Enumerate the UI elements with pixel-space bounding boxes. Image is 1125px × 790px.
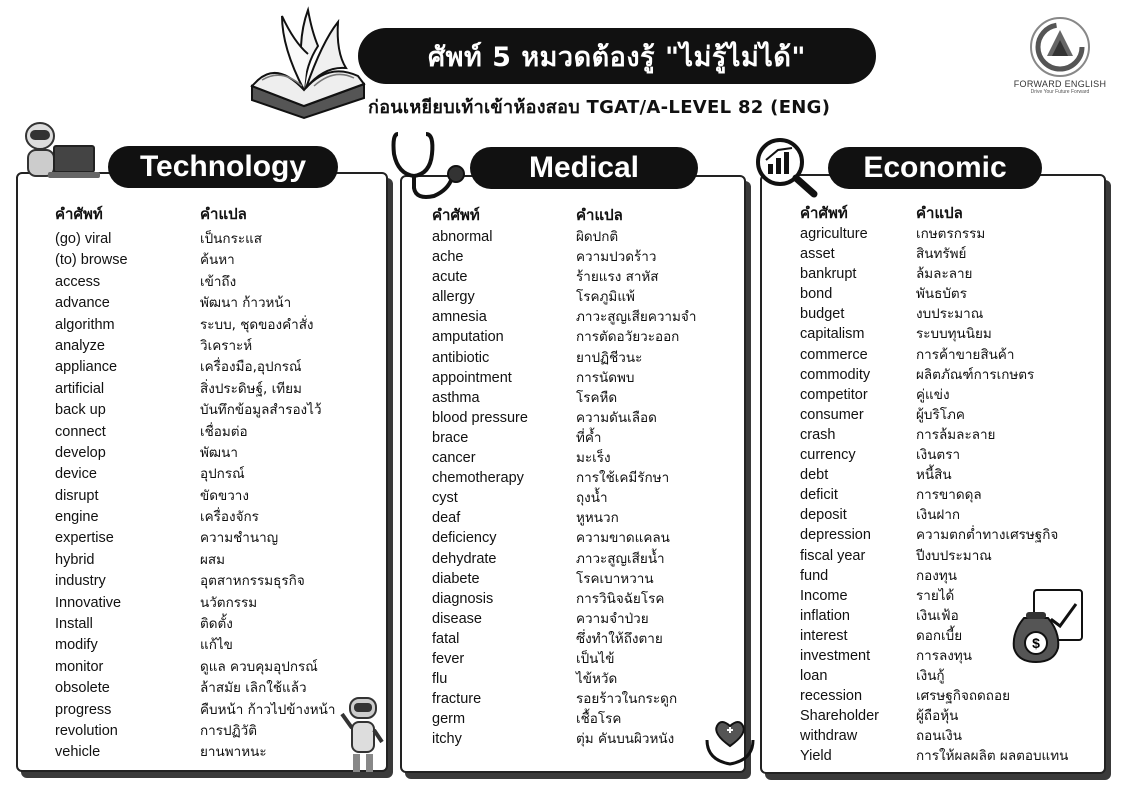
vocab-meaning: ความขาดแคลน bbox=[576, 530, 670, 547]
vocab-word: analyze bbox=[55, 337, 105, 354]
vocab-meaning: ถุงน้ำ bbox=[576, 490, 608, 507]
vocab-meaning: ผู้ถือหุ้น bbox=[916, 708, 959, 725]
vocab-word: Shareholder bbox=[800, 708, 879, 725]
vocab-meaning: ตุ่ม คันบนผิวหนัง bbox=[576, 731, 675, 748]
vocab-word: (to) browse bbox=[55, 252, 128, 269]
vocab-word: debt bbox=[800, 467, 829, 484]
vocab-word: acute bbox=[432, 269, 468, 286]
vocab-meaning: ผสม bbox=[200, 551, 226, 568]
vocab-word: Yield bbox=[800, 748, 832, 765]
vocab-meaning: ล้มละลาย bbox=[916, 266, 973, 283]
medical-word-header: คำศัพท์ bbox=[432, 206, 480, 224]
vocab-word: engine bbox=[55, 509, 99, 526]
vocab-meaning: การค้าขายสินค้า bbox=[916, 346, 1015, 363]
heart-hands-icon bbox=[703, 716, 757, 768]
svg-text:$: $ bbox=[1032, 635, 1040, 651]
vocab-meaning: นวัตกรรม bbox=[200, 594, 258, 611]
vocab-meaning: รายได้ bbox=[916, 587, 955, 604]
vocab-meaning: การขาดดุล bbox=[916, 487, 982, 504]
vocab-meaning: เงินฝาก bbox=[916, 507, 961, 524]
vocab-word: inflation bbox=[800, 607, 850, 624]
medical-meaning-header: คำแปล bbox=[576, 206, 623, 224]
vocab-meaning: พัฒนา bbox=[200, 444, 238, 461]
economic-heading: Economic bbox=[828, 147, 1042, 189]
vocab-meaning: การใช้เคมีรักษา bbox=[576, 470, 670, 487]
vocab-word: disrupt bbox=[55, 487, 99, 504]
vocab-meaning: ผิดปกติ bbox=[576, 229, 619, 245]
stethoscope-icon bbox=[388, 130, 468, 202]
vocab-word: agriculture bbox=[800, 226, 868, 242]
vocab-word: crash bbox=[800, 426, 836, 443]
vocab-word: deposit bbox=[800, 507, 847, 524]
vocab-meaning: เงินตรา bbox=[916, 447, 961, 464]
vocab-meaning: ถอนเงิน bbox=[916, 728, 962, 745]
vocab-meaning: การให้ผลผลิต ผลตอบแทน bbox=[916, 748, 1069, 765]
vocab-word: industry bbox=[55, 573, 106, 590]
vocab-word: (go) viral bbox=[55, 231, 112, 247]
vocab-meaning: การล้มละลาย bbox=[916, 426, 996, 443]
vocab-meaning: กองทุน bbox=[916, 567, 958, 584]
vocab-word: revolution bbox=[55, 722, 118, 739]
vocab-word: device bbox=[55, 466, 97, 483]
vocab-meaning: ผลิตภัณฑ์การเกษตร bbox=[916, 366, 1035, 383]
technology-word-header: คำศัพท์ bbox=[55, 205, 103, 223]
vocab-meaning: ไข้หวัด bbox=[576, 671, 618, 688]
vocab-word: cancer bbox=[432, 450, 476, 467]
vocab-meaning: ภาวะสูญเสียน้ำ bbox=[576, 550, 665, 567]
vocab-meaning: ร้ายแรง สาหัส bbox=[576, 269, 659, 286]
vocab-word: interest bbox=[800, 627, 848, 644]
vocab-meaning: ความชำนาญ bbox=[200, 530, 279, 547]
vocab-meaning: โรคภูมิแพ้ bbox=[576, 289, 635, 306]
vocab-word: diabete bbox=[432, 570, 480, 587]
vocab-meaning: ที่ค้ำ bbox=[576, 429, 602, 446]
vocab-word: fatal bbox=[432, 630, 460, 647]
vocab-word: Income bbox=[800, 587, 848, 604]
vocab-meaning: สิ่งประดิษฐ์, เทียม bbox=[200, 380, 302, 397]
vocab-word: appointment bbox=[432, 369, 512, 386]
vocab-meaning: เครื่องจักร bbox=[200, 509, 259, 526]
vocab-word: appliance bbox=[55, 359, 118, 376]
vocab-meaning: งบประมาณ bbox=[916, 306, 984, 323]
vocab-meaning: เชื่อมต่อ bbox=[200, 423, 248, 440]
vocab-word: antibiotic bbox=[432, 349, 490, 366]
vocab-word: cyst bbox=[432, 490, 458, 507]
vocab-meaning: ยาปฏิชีวนะ bbox=[576, 349, 643, 366]
vocab-meaning: ความตกต่ำทางเศรษฐกิจ bbox=[916, 527, 1059, 544]
vocab-meaning: ผู้บริโภค bbox=[916, 406, 965, 423]
vocab-word: chemotherapy bbox=[432, 470, 524, 487]
vocab-word: develop bbox=[55, 444, 106, 461]
vocab-meaning: อุปกรณ์ bbox=[200, 466, 245, 483]
vocab-meaning: เป็นไข้ bbox=[576, 650, 615, 667]
vocab-word: obsolete bbox=[55, 680, 110, 697]
vocab-meaning: คู่แข่ง bbox=[916, 386, 950, 403]
vocab-word: modify bbox=[55, 637, 98, 654]
vocab-meaning: หนี้สิน bbox=[916, 467, 952, 484]
vocab-word: budget bbox=[800, 306, 845, 323]
vocab-word: commerce bbox=[800, 346, 868, 363]
vocab-meaning: ดอกเบี้ย bbox=[916, 627, 963, 644]
vocab-word: depression bbox=[800, 527, 871, 544]
vocab-word: consumer bbox=[800, 406, 864, 423]
vocab-word: algorithm bbox=[55, 316, 115, 333]
vocab-meaning: มะเร็ง bbox=[576, 450, 611, 467]
vocab-word: amputation bbox=[432, 329, 504, 346]
vocab-word: amnesia bbox=[432, 309, 487, 326]
robot-laptop-icon bbox=[10, 116, 102, 186]
vocab-meaning: ภาวะสูญเสียความจำ bbox=[576, 309, 697, 326]
vocab-word: hybrid bbox=[55, 551, 95, 568]
vocab-word: expertise bbox=[55, 530, 114, 547]
vocab-word: asthma bbox=[432, 389, 480, 406]
vocab-meaning: เงินเฟ้อ bbox=[916, 607, 959, 624]
vocab-meaning: คืบหน้า ก้าวไปข้างหน้า bbox=[200, 701, 336, 718]
vocab-word: allergy bbox=[432, 289, 475, 306]
robot-waving-icon bbox=[340, 692, 386, 778]
vocab-word: progress bbox=[55, 701, 112, 718]
vocab-word: advance bbox=[55, 295, 110, 312]
vocab-meaning: แก้ไข bbox=[200, 637, 233, 654]
vocab-word: abnormal bbox=[432, 229, 493, 245]
vocab-word: fiscal year bbox=[800, 547, 866, 564]
technology-meaning-header: คำแปล bbox=[200, 205, 247, 223]
vocab-word: fever bbox=[432, 650, 465, 667]
vocab-meaning: ค้นหา bbox=[200, 252, 235, 269]
logo-tagline: Drive Your Future Forward bbox=[1030, 89, 1090, 95]
economic-meaning-header: คำแปล bbox=[916, 204, 963, 222]
vocab-word: bankrupt bbox=[800, 266, 857, 283]
vocab-word: fund bbox=[800, 567, 829, 584]
vocab-meaning: การนัดพบ bbox=[576, 369, 635, 386]
vocab-meaning: การตัดอวัยวะออก bbox=[576, 329, 680, 346]
page-subtitle: ก่อนเหยียบเท้าเข้าห้องสอบ TGAT/A-LEVEL 82 (ENG) bbox=[368, 97, 831, 118]
vocab-meaning: โรคหืด bbox=[576, 389, 618, 406]
vocab-word: back up bbox=[55, 402, 106, 419]
vocab-word: access bbox=[55, 273, 101, 290]
vocab-meaning: ปีงบประมาณ bbox=[916, 547, 992, 564]
vocab-word: Install bbox=[55, 616, 93, 633]
vocab-meaning: ล้าสมัย เลิกใช้แล้ว bbox=[200, 680, 307, 697]
vocab-word: deaf bbox=[432, 510, 461, 527]
vocab-meaning: ยานพาหนะ bbox=[200, 744, 267, 761]
vocab-word: deficit bbox=[800, 487, 838, 504]
vocab-meaning: ความจำป่วย bbox=[576, 610, 649, 627]
vocab-meaning: การลงทุน bbox=[916, 647, 972, 664]
vocab-word: germ bbox=[432, 711, 466, 728]
vocab-word: flu bbox=[432, 671, 448, 688]
vocab-word: blood pressure bbox=[432, 409, 528, 426]
magnifier-chart-icon bbox=[752, 134, 822, 200]
vocab-word: ache bbox=[432, 249, 464, 266]
vocab-word: deficiency bbox=[432, 530, 497, 547]
vocab-word: monitor bbox=[55, 658, 104, 675]
vocab-meaning: ขัดขวาง bbox=[200, 487, 249, 504]
brand-logo bbox=[1005, 16, 1115, 100]
vocab-meaning: วิเคราะห์ bbox=[200, 337, 253, 354]
vocab-word: brace bbox=[432, 429, 469, 446]
vocab-meaning: หูหนวก bbox=[576, 510, 619, 527]
vocab-word: withdraw bbox=[800, 728, 858, 745]
vocab-word: artificial bbox=[55, 380, 105, 397]
vocab-meaning: เศรษฐกิจถดถอย bbox=[916, 688, 1010, 705]
vocab-meaning: ซึ่งทำให้ถึงตาย bbox=[576, 630, 663, 647]
vocab-meaning: ความดันเลือด bbox=[576, 409, 657, 426]
vocab-meaning: โรคเบาหวาน bbox=[576, 570, 654, 587]
vocab-meaning: ความปวดร้าว bbox=[576, 249, 657, 266]
vocab-word: disease bbox=[432, 610, 482, 627]
vocab-word: loan bbox=[800, 668, 828, 685]
vocab-word: diagnosis bbox=[432, 590, 494, 607]
vocab-meaning: สินทรัพย์ bbox=[916, 246, 967, 263]
vocab-word: Innovative bbox=[55, 594, 122, 611]
vocab-word: fracture bbox=[432, 691, 482, 708]
vocab-meaning: เงินกู้ bbox=[916, 668, 945, 685]
page-title: ศัพท์ 5 หมวดต้องรู้ "ไม่รู้ไม่ได้" bbox=[358, 28, 876, 84]
vocab-meaning: การวินิจฉัยโรค bbox=[576, 590, 665, 607]
medical-heading: Medical bbox=[470, 147, 698, 189]
vocab-meaning: เข้าถึง bbox=[200, 273, 237, 290]
vocab-meaning: บันทึกข้อมูลสำรองไว้ bbox=[200, 402, 322, 419]
vocab-word: itchy bbox=[432, 731, 462, 748]
vocab-meaning: ดูแล ควบคุมอุปกรณ์ bbox=[200, 658, 318, 675]
vocab-word: dehydrate bbox=[432, 550, 497, 567]
vocab-meaning: ระบบ, ชุดของคำสั่ง bbox=[200, 316, 314, 333]
vocab-word: currency bbox=[800, 447, 856, 464]
vocab-meaning: เป็นกระแส bbox=[200, 231, 263, 247]
vocab-word: competitor bbox=[800, 386, 868, 403]
vocab-meaning: การปฏิวัติ bbox=[200, 722, 257, 739]
vocab-meaning: พัฒนา ก้าวหน้า bbox=[200, 295, 292, 312]
vocab-meaning: เครื่องมือ,อุปกรณ์ bbox=[200, 359, 302, 376]
forward-english-logo-icon bbox=[1029, 16, 1091, 78]
vocab-meaning: ระบบทุนนิยม bbox=[916, 326, 992, 343]
vocab-word: connect bbox=[55, 423, 106, 440]
vocab-word: capitalism bbox=[800, 326, 865, 343]
logo-name: FORWARD ENGLISH bbox=[1013, 79, 1107, 89]
vocab-word: vehicle bbox=[55, 744, 101, 761]
vocab-meaning: รอยร้าวในกระดูก bbox=[576, 691, 678, 708]
vocab-meaning: เกษตรกรรม bbox=[916, 226, 986, 242]
vocab-meaning: ติดตั้ง bbox=[200, 616, 233, 633]
vocab-word: investment bbox=[800, 647, 871, 664]
vocab-meaning: พันธบัตร bbox=[916, 286, 967, 303]
technology-heading: Technology bbox=[108, 146, 338, 188]
vocab-word: recession bbox=[800, 688, 863, 705]
economic-word-header: คำศัพท์ bbox=[800, 204, 848, 222]
vocab-meaning: อุตสาหกรรมธุรกิจ bbox=[200, 573, 305, 590]
vocab-word: asset bbox=[800, 246, 835, 263]
vocab-meaning: เชื้อโรค bbox=[576, 711, 622, 728]
open-book-icon bbox=[238, 2, 378, 120]
vocab-word: bond bbox=[800, 286, 833, 303]
money-bag-chart-icon bbox=[1006, 588, 1086, 666]
vocab-word: commodity bbox=[800, 366, 871, 383]
